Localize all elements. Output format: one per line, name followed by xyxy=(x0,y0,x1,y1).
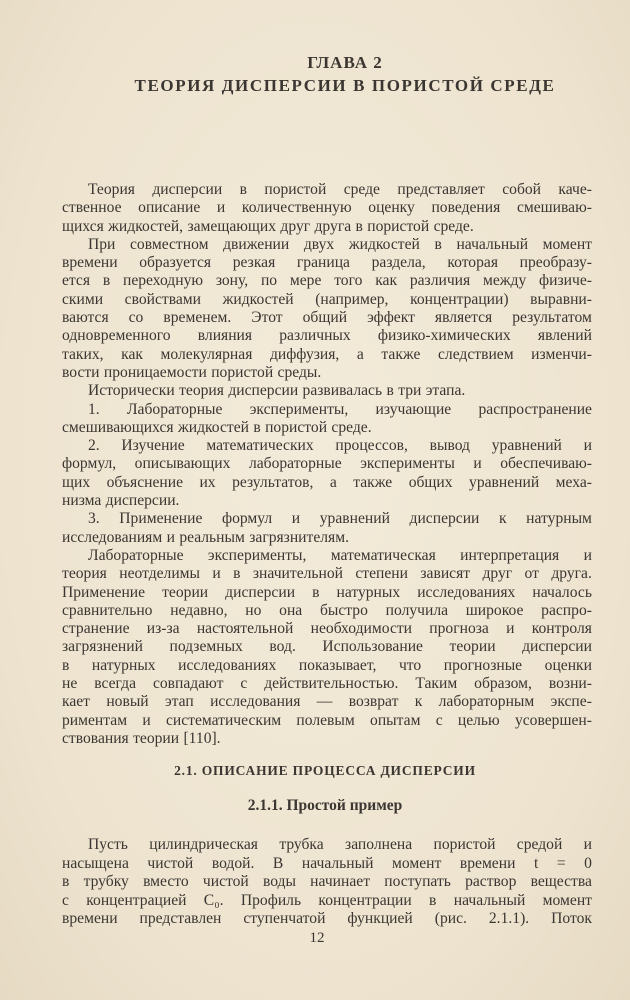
text-line: ственное описание и количественную оценку поведения смешиваю- xyxy=(62,199,592,217)
text-line: 1. Лабораторные эксперименты, изучающие распространение xyxy=(88,400,592,418)
text-line: Исторически теория дисперсии развивалась в три этапа. xyxy=(88,382,466,400)
text-line: ется в переходную зону, по мере того как различия между физиче- xyxy=(62,272,592,290)
paragraph xyxy=(62,401,592,438)
text-line: времени образуется резкая граница раздела, которая преобразу- xyxy=(62,254,592,272)
text-line: исследованиям и реальным загрязнителям. xyxy=(62,528,349,546)
chapter-label: ГЛАВА 2 xyxy=(307,53,383,72)
text-line: странение из-за настоятельной необходимости прогноза и контроля xyxy=(62,620,592,638)
subsection-heading: 2.1.1. Простой пример xyxy=(247,797,403,814)
page-number: 12 xyxy=(309,930,325,946)
text-line: насыщена чистой водой. В начальный момент времени t = 0 xyxy=(62,854,592,872)
section-heading: 2.1. ОПИСАНИЕ ПРОЦЕССА ДИСПЕРСИИ xyxy=(174,763,476,778)
text-line: 3. Применение формул и уравнений дисперсии к натурным xyxy=(88,510,592,528)
subsection-text xyxy=(62,836,592,929)
text-line: теория неотделимы и в значительной степени зависят друг от друга. xyxy=(62,565,592,583)
text-line: в натурных исследованиях показывает, что прогнозные оценки xyxy=(62,656,592,674)
text-line: таких, как молекулярная диффузия, а также следствием изменчи- xyxy=(62,345,592,363)
text-line: Пусть цилиндрическая трубка заполнена пористой средой и xyxy=(88,836,592,853)
text-line: с концентрацией C₀. Профиль концентрации в начальный момент xyxy=(62,891,592,909)
paragraph xyxy=(62,437,592,510)
text-line: одновременного влияния различных физико-химических явлений xyxy=(62,327,592,345)
text-line: Лабораторные эксперименты, математическая интерпретация и xyxy=(88,546,592,564)
text-line: не всегда совпадают с действительностью. Таким образом, возни- xyxy=(62,675,592,693)
text-line: ствования теории [110]. xyxy=(62,729,221,747)
text-line: вости проницаемости пористой среды. xyxy=(62,363,322,381)
text-line: Применение теории дисперсии в натурных исследованиях началось xyxy=(62,583,592,601)
text-line: 2. Изучение математических процессов, вывод уравнений и xyxy=(88,437,592,455)
paragraph xyxy=(62,836,592,929)
paragraph xyxy=(62,181,592,236)
text-line: смешивающихся жидкостей в пористой среде. xyxy=(62,418,372,436)
paragraph xyxy=(62,236,592,382)
text-line: в трубку вместо чистой воды начинает поступать раствор вещества xyxy=(62,873,592,891)
text-line: времени представлен ступенчатой функцией (рис. 2.1.1). Поток xyxy=(62,910,592,928)
text-line: низма дисперсии. xyxy=(62,492,180,510)
paragraph xyxy=(62,382,592,400)
text-line: щих объяснение их результатов, а также общих уравнений меха- xyxy=(62,473,592,491)
text-line: загрязнений подземных вод. Использование теории дисперсии xyxy=(62,638,592,656)
text-line: риментам и систематическим полевым опытам с целью усовершен- xyxy=(62,711,592,729)
text-line: ваются со временем. Этот общий эффект является результатом xyxy=(62,309,592,327)
text-line: щихся жидкостей, замещающих друг друга в пористой среде. xyxy=(62,217,474,235)
intro-text xyxy=(62,181,592,748)
paragraph xyxy=(62,547,592,748)
chapter-title: ТЕОРИЯ ДИСПЕРСИИ В ПОРИСТОЙ СРЕДЕ xyxy=(134,76,556,95)
text-line: сравнительно недавно, но она быстро получила широкое распро- xyxy=(62,601,592,619)
paragraph xyxy=(62,510,592,547)
text-line: Теория дисперсии в пористой среде представляет собой каче- xyxy=(88,181,592,198)
text-line: скими свойствами жидкостей (например, концентрации) выравни- xyxy=(62,290,592,308)
text-line: формул, описывающих лабораторные эксперименты и обеспечиваю- xyxy=(62,455,592,473)
text-line: При совместном движении двух жидкостей в начальный момент xyxy=(88,235,592,253)
text-line: кает новый этап исследования — возврат к лабораторным экспе- xyxy=(62,693,592,711)
